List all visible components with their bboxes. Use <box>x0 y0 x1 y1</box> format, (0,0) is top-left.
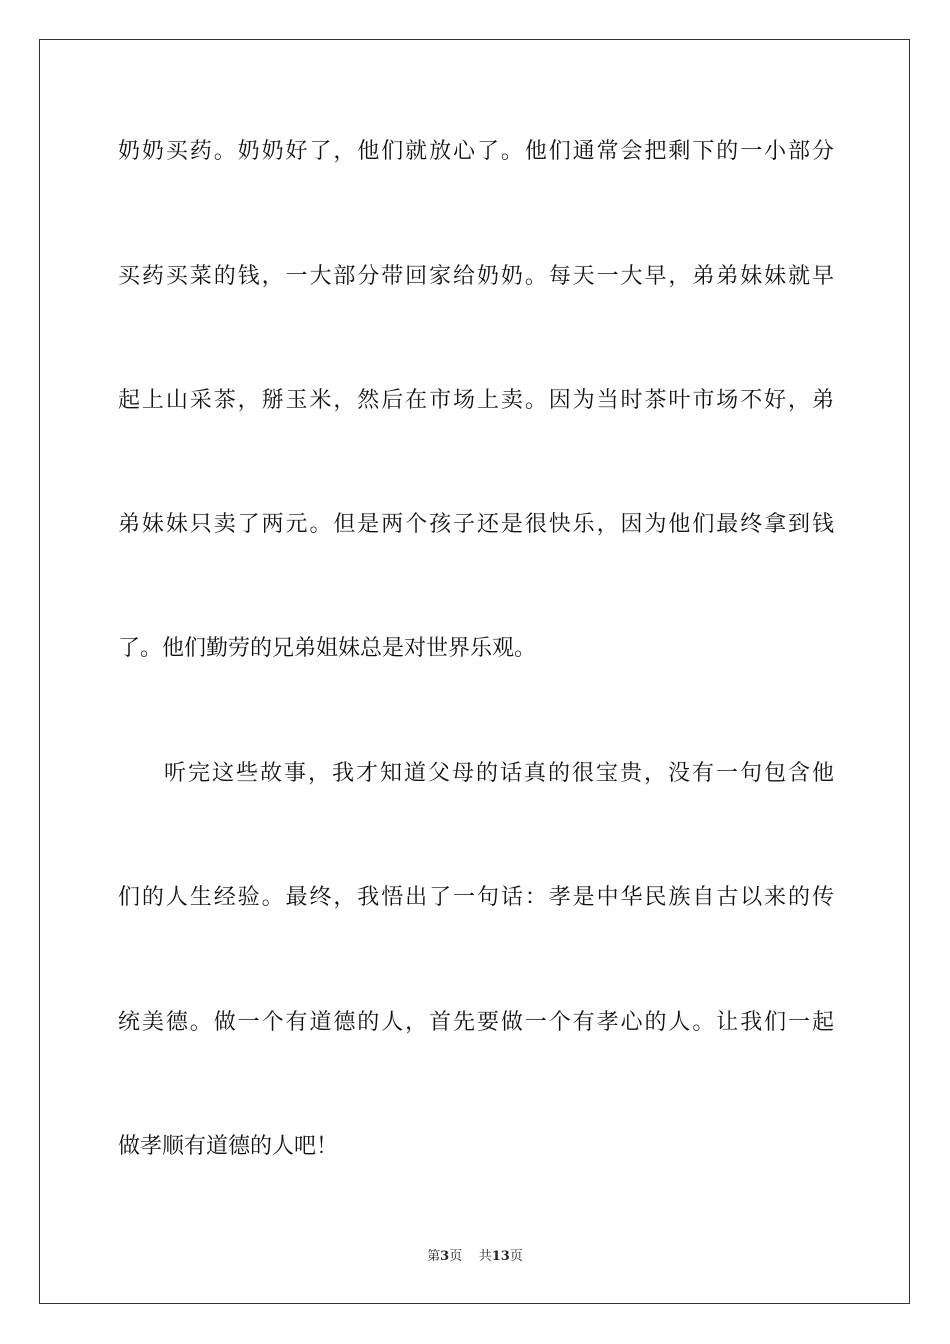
footer-page-suffix: 页 <box>449 1249 463 1264</box>
text-line-7: 们的人生经验。最终，我悟出了一句话：孝是中华民族自古以来的传 <box>118 885 834 910</box>
text-line-9: 做孝顺有道德的人吧！ <box>118 1134 339 1159</box>
text-line-2: 买药买菜的钱，一大部分带回家给奶奶。每天一大早，弟弟妹妹就早 <box>118 264 834 289</box>
footer-total-prefix: 共 <box>478 1249 492 1264</box>
text-line-4: 弟妹妹只卖了两元。但是两个孩子还是很快乐，因为他们最终拿到钱 <box>118 512 834 537</box>
text-line-3: 起上山采茶，掰玉米，然后在市场上卖。因为当时茶叶市场不好，弟 <box>118 388 834 413</box>
text-line-5: 了。他们勤劳的兄弟姐妹总是对世界乐观。 <box>118 636 537 661</box>
text-line-8: 统美德。做一个有道德的人，首先要做一个有孝心的人。让我们一起 <box>118 1010 834 1035</box>
text-line-6: 听完这些故事，我才知道父母的话真的很宝贵，没有一句包含他 <box>164 761 834 786</box>
footer-page-prefix: 第 <box>427 1249 441 1264</box>
text-line-1: 奶奶买药。奶奶好了，他们就放心了。他们通常会把剩下的一小部分 <box>118 139 834 164</box>
page-frame <box>39 39 910 1304</box>
page-footer <box>0 1249 950 1265</box>
footer-total-suffix: 页 <box>509 1249 523 1264</box>
footer-total-number: 13 <box>491 1249 510 1264</box>
footer-page-number: 3 <box>440 1249 450 1264</box>
